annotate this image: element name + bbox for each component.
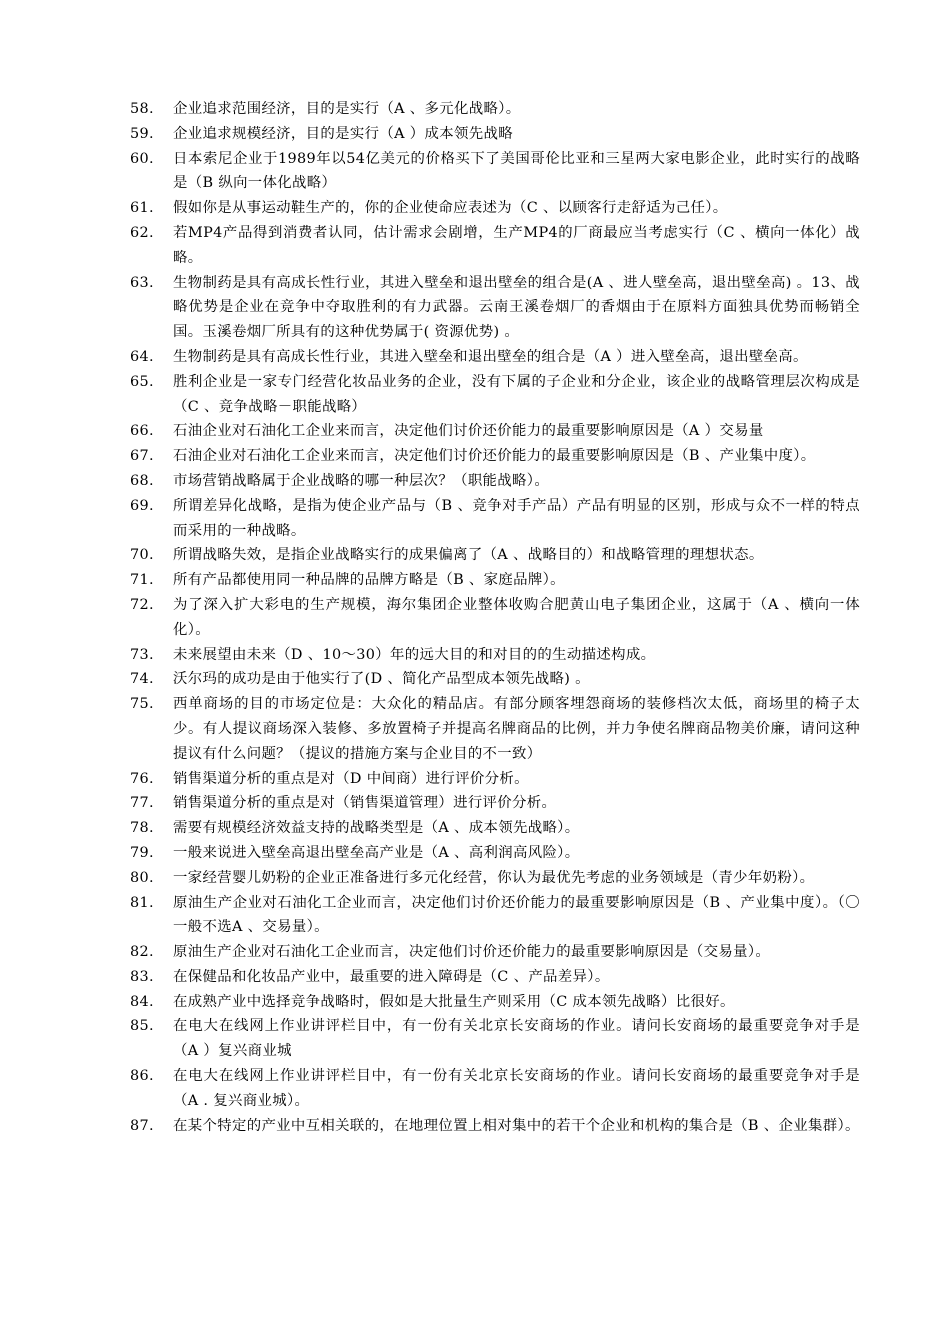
question-text: 在电大在线网上作业讲评栏目中，有一份有关北京长安商场的作业。请问长安商场的最重要竞争对手是（A . 复兴商业城）。 (173, 1068, 860, 1109)
question-item (130, 816, 860, 841)
question-text: 在成熟产业中选择竞争战略时，假如是大批量生产则采用（C 成本领先战略）比很好。 (173, 993, 735, 1010)
question-number: 72. (130, 596, 154, 613)
question-text: 原油生产企业对石油化工企业而言，决定他们讨价还价能力的最重要影响原因是（B 、产业集中度）。（〇一般不选A 、交易量）。 (173, 894, 860, 936)
question-text: 若MP4产品得到消费者认同，估计需求会剧增，生产MP4的厂商最应当考虑实行（C 、横向一体化）战略。 (173, 224, 860, 266)
question-number: 71. (130, 572, 154, 589)
question-text: 一般来说进入壁垒高退出壁垒高产业是（A 、高利润高风险）。 (173, 844, 580, 861)
question-number: 85. (130, 1018, 154, 1035)
question-number: 60. (130, 150, 154, 167)
question-text: 市场营销战略属于企业战略的哪一种层次？（职能战略）。 (173, 472, 550, 489)
question-number: 84. (130, 993, 154, 1010)
question-item (130, 221, 860, 271)
question-number: 77. (130, 795, 154, 812)
question-item (130, 866, 860, 891)
question-item (130, 494, 860, 544)
question-item (130, 1014, 860, 1064)
question-item (130, 469, 860, 494)
question-text: 假如你是从事运动鞋生产的，你的企业使命应表述为（C 、以顾客行走舒适为己任）。 (173, 200, 728, 217)
question-number: 80. (130, 869, 154, 886)
question-number: 69. (130, 497, 154, 514)
question-text: 石油企业对石油化工企业来而言，决定他们讨价还价能力的最重要影响原因是（A ）交易量 (173, 423, 764, 440)
question-number: 64. (130, 348, 154, 365)
question-number: 78. (130, 820, 154, 837)
question-item (130, 667, 860, 692)
question-number: 66. (130, 423, 154, 440)
question-number: 82. (130, 944, 154, 961)
question-item (130, 940, 860, 965)
question-item (130, 791, 860, 816)
question-number: 87. (130, 1117, 154, 1134)
question-text: 胜利企业是一家专门经营化妆品业务的企业，没有下属的子企业和分企业，该企业的战略管理层次构成是（C 、竞争战略－职能战略） (173, 373, 860, 415)
question-number: 68. (130, 472, 154, 489)
question-number: 70. (130, 547, 154, 564)
question-item (130, 444, 860, 469)
question-text: 日本索尼企业于1989年以54亿美元的价格买下了美国哥伦比亚和三星两大家电影企业，此时实行的战略是（B 纵向一体化战略） (173, 150, 860, 192)
question-text: 所谓差异化战略，是指为使企业产品与（B 、竞争对手产品）产品有明显的区别，形成与众不一样的特点而采用的一种战略。 (173, 497, 860, 539)
question-text: 所有产品都使用同一种品牌的品牌方略是（B 、家庭品牌）。 (173, 572, 565, 589)
question-text: 生物制药是具有高成长性行业，其进入壁垒和退出壁垒的组合是(A 、进人壁垒高，退出壁垒高) 。13、战略优势是企业在竞争中夺取胜利的有力武器。云南王溪卷烟厂的香烟由于在原料方面独具优势而畅销全国。玉溪卷烟厂所具有的这种优势属于( 资源优势) 。 (173, 274, 860, 341)
question-item (130, 841, 860, 866)
question-item (130, 543, 860, 568)
question-number: 61. (130, 200, 154, 217)
question-text: 一家经营婴儿奶粉的企业正准备进行多元化经营，你认为最优先考虑的业务领域是（青少年奶粉）。 (173, 869, 815, 886)
question-text: 生物制药是具有高成长性行业，其进入壁垒和退出壁垒的组合是（A ）进入壁垒高，退出壁垒高。 (173, 348, 808, 365)
question-item (130, 990, 860, 1015)
question-item (130, 767, 860, 792)
question-number: 81. (130, 894, 154, 911)
question-item (130, 593, 860, 643)
question-item (130, 345, 860, 370)
question-number: 86. (130, 1068, 154, 1085)
question-item (130, 419, 860, 444)
question-text: 需要有规模经济效益支持的战略类型是（A 、成本领先战略）。 (173, 820, 580, 837)
question-text: 沃尔玛的成功是由于他实行了(D 、简化产品型成本领先战略) 。 (173, 671, 590, 688)
question-number: 74. (130, 671, 154, 688)
question-item (130, 692, 860, 766)
question-text: 所谓战略失效，是指企业战略实行的成果偏离了（A 、战略目的）和战略管理的理想状态。 (173, 547, 764, 564)
question-item (130, 1114, 860, 1139)
question-number: 83. (130, 968, 154, 985)
question-number: 65. (130, 373, 154, 390)
question-item (130, 643, 860, 668)
question-item (130, 196, 860, 221)
question-item (130, 147, 860, 197)
question-number: 73. (130, 646, 154, 663)
question-item (130, 891, 860, 941)
question-text: 西单商场的目的市场定位是：大众化的精品店。有部分顾客埋怨商场的装修档次太低，商场里的椅子太少。有人提议商场深入装修、多放置椅子并提高名牌商品的比例，并力争使名牌商品物美价廉，请问这种提议有什么问题？（提议的措施方案与企业目的不一致） (173, 696, 860, 762)
question-item (130, 1064, 860, 1114)
question-item (130, 122, 860, 147)
question-number: 76. (130, 770, 154, 787)
question-text: 在电大在线网上作业讲评栏目中，有一份有关北京长安商场的作业。请问长安商场的最重要竞争对手是（A ）复兴商业城 (173, 1018, 860, 1060)
question-text: 石油企业对石油化工企业来而言，决定他们讨价还价能力的最重要影响原因是（B 、产业集中度）。 (173, 448, 816, 465)
question-number: 62. (130, 224, 154, 241)
question-number: 79. (130, 844, 154, 861)
question-number: 67. (130, 448, 154, 465)
question-list (130, 97, 860, 1138)
question-number: 58. (130, 101, 154, 117)
question-text: 为了深入扩大彩电的生产规模，海尔集团企业整体收购合肥黄山电子集团企业，这属于（A 、横向一体化）。 (173, 596, 860, 638)
question-number: 75. (130, 696, 154, 713)
question-item (130, 271, 860, 345)
question-text: 企业追求规模经济，目的是实行（A ）成本领先战略 (173, 125, 513, 142)
question-text: 在保健品和化妆品产业中，最重要的进入障碍是（C 、产品差异）。 (173, 968, 610, 985)
question-item (130, 97, 860, 122)
question-item (130, 370, 860, 420)
question-number: 63. (130, 274, 154, 291)
question-text: 原油生产企业对石油化工企业而言，决定他们讨价还价能力的最重要影响原因是（交易量）。 (173, 944, 771, 961)
question-text: 销售渠道分析的重点是对（D 中间商）进行评价分析。 (173, 770, 529, 787)
question-text: 在某个特定的产业中互相关联的，在地理位置上相对集中的若干个企业和机构的集合是（B 、企业集群）。 (173, 1117, 860, 1134)
question-text: 未来展望由未来（D 、10～30）年的远大目的和对目的的生动描述构成。 (173, 646, 656, 663)
question-number: 59. (130, 125, 154, 142)
question-text: 企业追求范围经济，目的是实行（A 、多元化战略）。 (173, 101, 521, 117)
question-item (130, 568, 860, 593)
question-text: 销售渠道分析的重点是对（销售渠道管理）进行评价分析。 (173, 795, 557, 812)
question-item (130, 965, 860, 990)
